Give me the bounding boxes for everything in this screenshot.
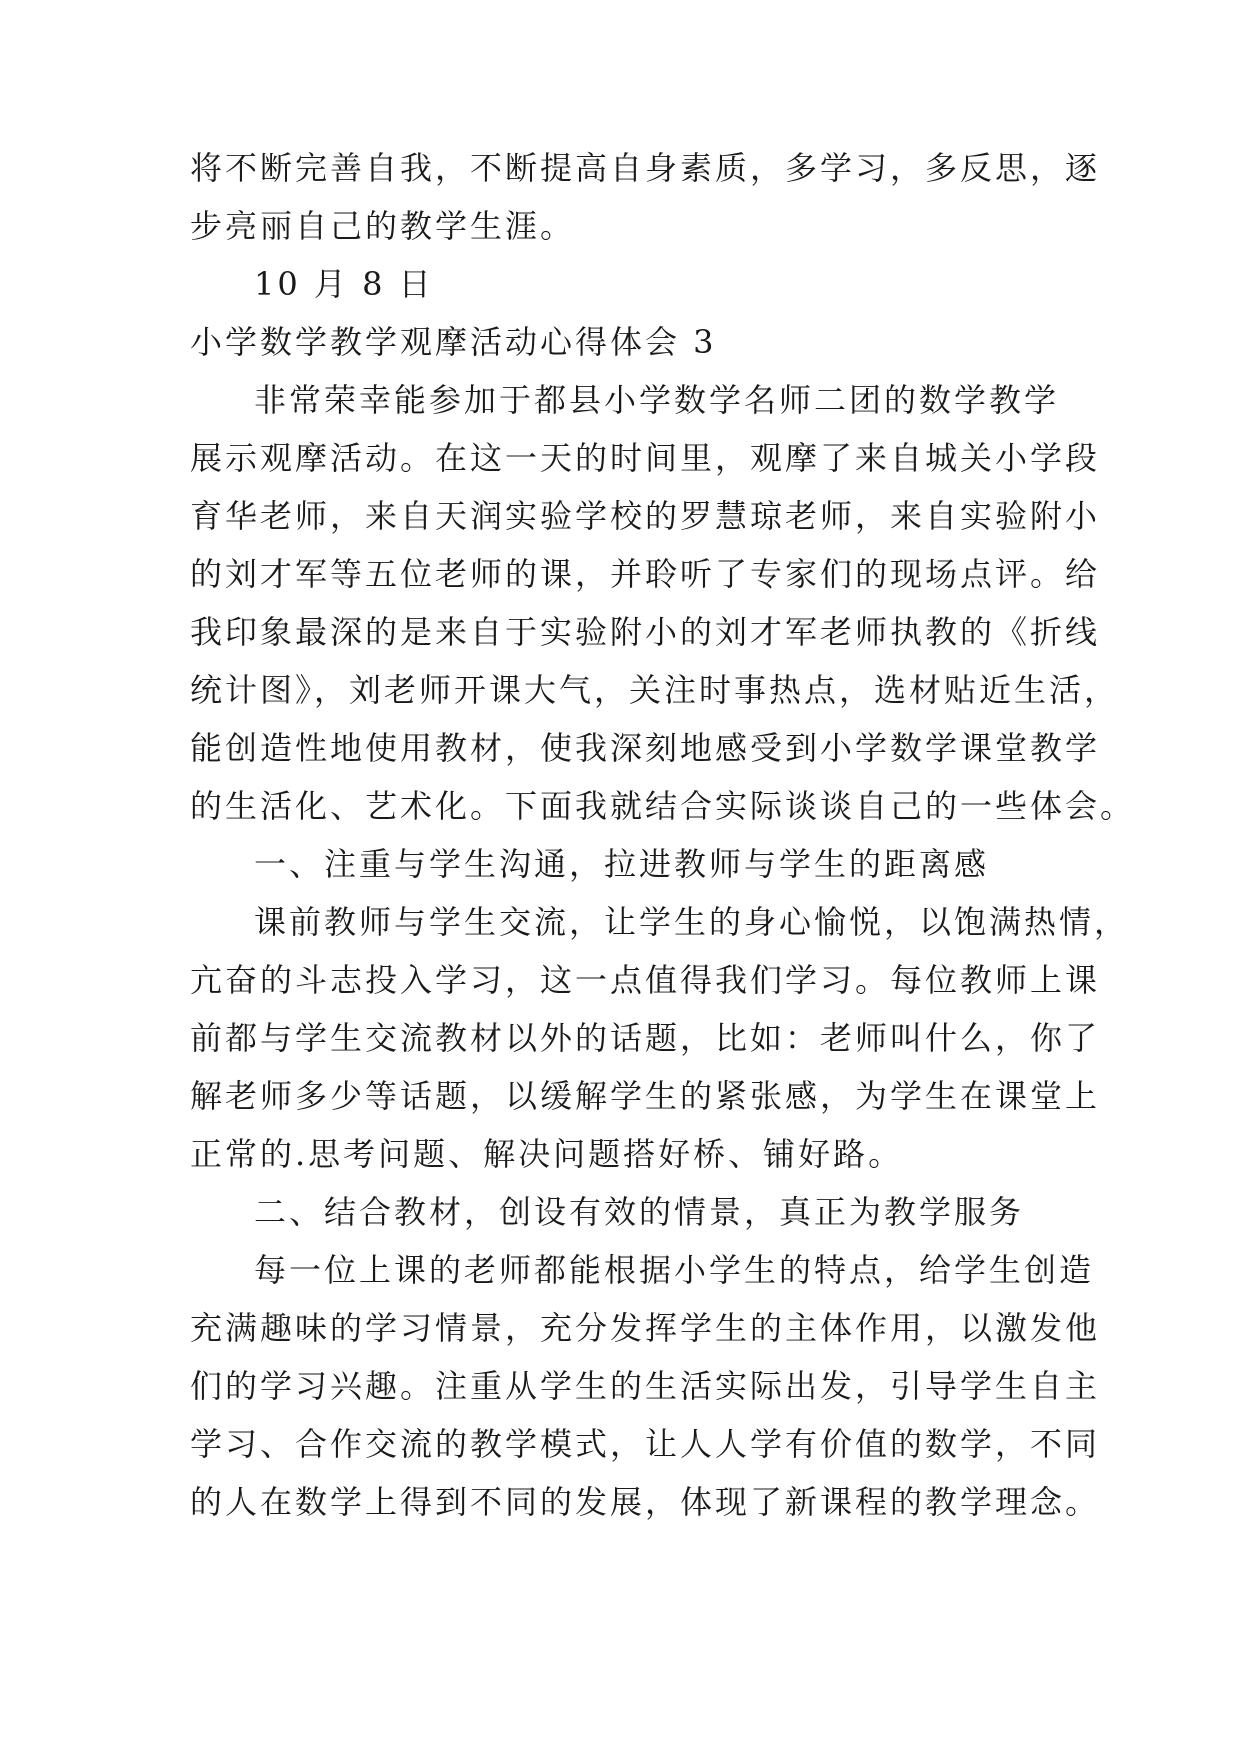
body-text-line: 能创造性地使用教材，使我深刻地感受到小学数学课堂教学	[190, 729, 1101, 767]
body-text-line: 前都与学生交流教材以外的话题，比如：老师叫什么，你了	[190, 1019, 1101, 1057]
subheading-1: 一、注重与学生沟通，拉进教师与学生的距离感	[254, 845, 990, 883]
body-text-line: 课前教师与学生交流，让学生的身心愉悦，以饱满热情，	[254, 903, 1130, 941]
date-line: 10 月 8 日	[254, 265, 434, 303]
body-text-line: 展示观摩活动。在这一天的时间里，观摩了来自城关小学段	[190, 439, 1101, 477]
body-text-line: 亢奋的斗志投入学习，这一点值得我们学习。每位教师上课	[190, 961, 1101, 999]
body-text-line: 育华老师，来自天润实验学校的罗慧琼老师，来自实验附小	[190, 497, 1101, 535]
body-text-line: 们的学习兴趣。注重从学生的生活实际出发，引导学生自主	[190, 1367, 1101, 1405]
body-text-line: 正常的.思考问题、解决问题搭好桥、铺好路。	[190, 1135, 904, 1173]
body-text-line: 的刘才军等五位老师的课，并聆听了专家们的现场点评。给	[190, 555, 1101, 593]
body-text-line: 步亮丽自己的教学生涯。	[190, 207, 576, 245]
body-text-line: 我印象最深的是来自于实验附小的刘才军老师执教的《折线	[190, 613, 1101, 651]
body-text-line: 每一位上课的老师都能根据小学生的特点，给学生创造	[254, 1251, 1095, 1289]
body-text-line: 非常荣幸能参加于都县小学数学名师二团的数学教学	[254, 381, 1060, 419]
body-text-line: 充满趣味的学习情景，充分发挥学生的主体作用，以激发他	[190, 1309, 1101, 1347]
section-title: 小学数学教学观摩活动心得体会 3	[190, 323, 717, 361]
body-text-line: 的人在数学上得到不同的发展，体现了新课程的教学理念。	[190, 1483, 1101, 1521]
body-text-line: 的生活化、艺术化。下面我就结合实际谈谈自己的一些体会。	[190, 787, 1136, 825]
body-text-line: 将不断完善自我，不断提高自身素质，多学习，多反思，逐	[190, 149, 1101, 187]
body-text-line: 解老师多少等话题，以缓解学生的紧张感，为学生在课堂上	[190, 1077, 1101, 1115]
body-text-line: 统计图》，刘老师开课大气，关注时事热点，选材贴近生活，	[190, 671, 1120, 709]
subheading-2: 二、结合教材，创设有效的情景，真正为教学服务	[254, 1193, 1025, 1231]
body-text-line: 学习、合作交流的教学模式，让人人学有价值的数学，不同	[190, 1425, 1101, 1463]
